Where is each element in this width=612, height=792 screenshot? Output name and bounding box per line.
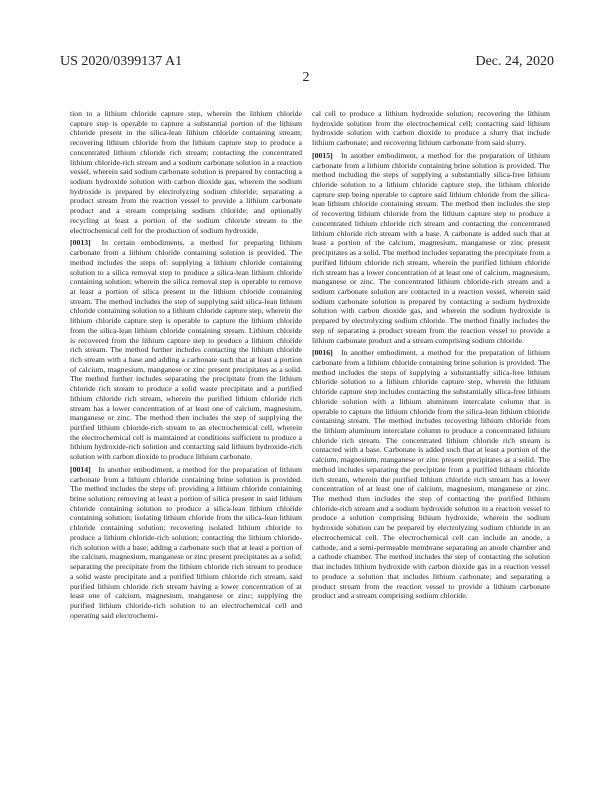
paragraph xyxy=(312,109,550,148)
paragraph-text: In another embodiment, a method for the preparation of lithium carbonate from a lithium chloride containing brine solution is provided. The method includes the steps of: providing a lithium chloride containing brine solution; removing at least a portion of silica present in said lithium chloride containing solution to produce a silica-lean lithium chloride containing solution; isolating lithium chloride from the silica-lean lithium chloride containing solution; recovering isolated lithium chloride to produce a lithium chloride-rich solution; contacting the lithium chloride-rich solution with a base; adding a carbonate such that at least a portion of the calcium, magnesium, manganese or zinc present precipitates as a solid; separating the precipitate from the lithium chloride rich stream to produce a solid waste precipitate and a purified lithium chloride rich stream, said purified lithium chloride rich stream having a lower concentration of at least one of calcium, magnesium, manganese or zinc; supplying the purified lithium chloride-rich solution to an electrochemical cell and operating said electrochemi- xyxy=(70,464,303,620)
paragraph xyxy=(70,465,302,621)
paragraph xyxy=(312,151,550,345)
paragraph xyxy=(70,109,302,235)
paragraph xyxy=(70,238,302,462)
publication-date: Dec. 24, 2020 xyxy=(475,54,554,69)
page-number: 2 xyxy=(302,70,310,85)
right-column xyxy=(312,109,550,604)
paragraph-text: In another embodiment, a method for the preparation of lithium carbonate from a lithium chloride containing brine solution is provided. The method including the steps of supplying a substantially silica-free lithium chloride solution to a lithium chloride capture step, the lithium chloride capture step being operable to capture said lithium chloride from the silica-lean lithium chloride containing stream. The method then includes the step of recovering lithium chloride from the lithium capture step to produce a concentrated lithium chloride rich stream and contacting the concentrated lithium chloride rich stream with a base. A carbonate is added such that at least a portion of the calcium, magnesium, manganese or zinc present precipitates as a solid. The method includes separating the precipitate from a purified lithium chloride rich stream, wherein the purified lithium chloride rich stream has a lower concentration of at least one of calcium, magnesium, manganese or zinc. The concentrated lithium chloride-rich stream and a sodium carbonate solution are contacted in a reaction vessel, wherein said sodium carbonate solution is prepared by contacting a sodium hydroxide solution with carbon dioxide gas, and wherein the sodium hydroxide is prepared by electrolyzing sodium chloride. The method finally includes the step of separating a product stream from the reaction vessel to provide a lithium carbonate product and a stream comprising sodium chloride. xyxy=(312,150,550,345)
paragraph-text: In certain embodiments, a method for preparing lithium carbonate from a lithium chloride containing solution is provided. The method includes the steps of: supplying a lithium chloride containing solution to a silica removal step to produce a silica-lean lithium chloride containing solution; wherein the silica removal step is operable to remove at least a portion of silica present in the lithium chloride containing stream. The method includes the step of supplying said silica-lean lithium chloride containing solution to a lithium chloride capture step, wherein the lithium chloride capture step is operable to capture the lithium chloride from the silica-lean lithium chloride containing stream. Lithium chloride is recovered from the lithium capture step to produce a lithium chloride rich stream. The method further includes contacting the lithium chloride rich stream with a base and adding a carbonate such that at least a portion of calcium, magnesium, manganese or zinc present precipitates as a solid. The method further includes separating the precipitate from the lithium chloride rich stream to produce a solid waste precipitate and a purified lithium chloride rich stream, wherein the purified lithium chloride rich stream has a lower concentration of at least one of calcium, magnesium, manganese or zinc. The method then includes the step of supplying the purified lithium chloride-rich stream to an electrochemical cell, wherein the electrochemical cell is maintained at conditions sufficient to produce a lithium hydroxide-rich solution and contacting said lithium hydroxide-rich solution with carbon dioxide to produce lithium carbonate. xyxy=(70,238,303,462)
paragraph-number: [0016] xyxy=(312,348,333,358)
paragraph-number: [0013] xyxy=(70,238,91,248)
paragraph-number: [0015] xyxy=(312,150,333,160)
paragraph-text: tion to a lithium chloride capture step, wherein the lithium chloride capture step is operable to capture a substantial portion of the lithium chloride present in the silica-lean lithium chloride containing stream; recovering lithium chloride from the lithium capture step to produce a concentrated lithium chloride rich stream; contacting the concentrated lithium chloride-rich stream and a sodium carbonate solution in a reaction vessel, wherein said sodium carbonate solution is prepared by contacting a sodium hydroxide solution with carbon dioxide gas, wherein the sodium hydroxide is prepared by electrolyzing sodium chloride; separating a product stream from the reaction vessel to provide a lithium carbonate product and a stream comprising sodium chloride; and optionally recycling at least a portion of the sodium chloride stream to the electrochemical cell for the production of sodium hydroxide. xyxy=(70,109,302,235)
paragraph-number: [0014] xyxy=(70,464,91,474)
publication-number: US 2020/0399137 A1 xyxy=(60,54,183,69)
paragraph-text: In another embodiment, a method for the preparation of lithium carbonate from a lithium chloride containing brine solution is provided. The method includes the steps of supplying a substantially silica-free lithium chloride solution to a lithium chloride capture step, wherein the lithium chloride capture step includes contacting the substantially silica-free lithium chloride solution with a lithium aluminum intercalate column that is operable to capture the lithium chloride from the silica-lean lithium chloride containing stream. The method includes recovering lithium chloride from the lithium aluminum intercalate column to produce a concentrated lithium chloride rich stream. The concentrated lithium chloride rich stream is contacted with a base. Carbonate is added such that at least a portion of the calcium, magnesium, manganese or zinc present precipitates as a solid. The method includes separating the precipitate from a purified lithium chloride rich stream, wherein the purified lithium chloride rich stream has a lower concentration of at least one of calcium, magnesium, manganese or zinc. The method then includes the step of contacting the purified lithium chloride-rich stream and a sodium hydroxide solution in a reaction vessel to produce a solution comprising lithium hydroxide, wherein the sodium hydroxide solution can be prepared by electrolyzing sodium chloride in an electrochemical cell. The electrochemical cell can include an anode, a cathode, and a semi-permeable membrane separating an anode chamber and a cathode chamber. The method includes the step of contacting the solution that includes lithium hydroxide with carbon dioxide gas in a reaction vessel to produce a solution that includes lithium carbonate; and separating a product stream from the reaction vessel to provide a lithium carbonate product and a stream comprising sodium chloride. xyxy=(312,348,550,601)
paragraph-text: cal cell to produce a lithium hydroxide solution; recovering the lithium hydroxide solution from the electrochemical cell; contacting said lithium hydroxide solution with carbon dioxide to produce a slurry that include lithium carbonate; and recovering lithium carbonate from said slurry. xyxy=(312,109,550,148)
paragraph xyxy=(312,348,550,601)
left-column xyxy=(70,109,302,623)
